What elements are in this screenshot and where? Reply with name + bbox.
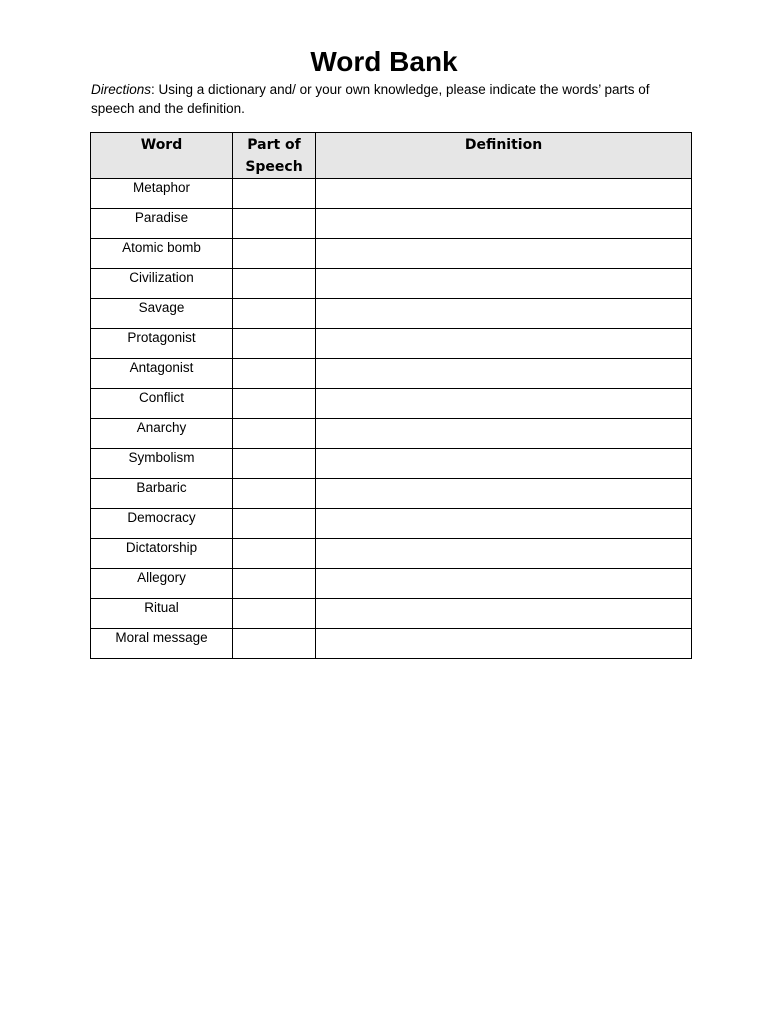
definition-cell[interactable] bbox=[316, 629, 692, 659]
definition-cell[interactable] bbox=[316, 359, 692, 389]
definition-cell[interactable] bbox=[316, 329, 692, 359]
word-cell: Dictatorship bbox=[91, 539, 233, 569]
part-of-speech-cell[interactable] bbox=[233, 179, 316, 209]
word-cell: Barbaric bbox=[91, 479, 233, 509]
definition-cell[interactable] bbox=[316, 179, 692, 209]
definition-cell[interactable] bbox=[316, 539, 692, 569]
definition-cell[interactable] bbox=[316, 389, 692, 419]
table-row bbox=[91, 389, 692, 419]
table-row bbox=[91, 329, 692, 359]
part-of-speech-cell[interactable] bbox=[233, 329, 316, 359]
definition-cell[interactable] bbox=[316, 599, 692, 629]
word-cell: Atomic bomb bbox=[91, 239, 233, 269]
part-of-speech-cell[interactable] bbox=[233, 419, 316, 449]
table-row bbox=[91, 359, 692, 389]
definition-cell[interactable] bbox=[316, 299, 692, 329]
table-row bbox=[91, 179, 692, 209]
word-cell: Savage bbox=[91, 299, 233, 329]
page-title: Word Bank bbox=[310, 46, 458, 77]
word-cell: Democracy bbox=[91, 509, 233, 539]
part-of-speech-cell[interactable] bbox=[233, 359, 316, 389]
word-cell: Conflict bbox=[91, 389, 233, 419]
part-of-speech-cell[interactable] bbox=[233, 629, 316, 659]
definition-cell[interactable] bbox=[316, 419, 692, 449]
definition-cell[interactable] bbox=[316, 269, 692, 299]
table-row bbox=[91, 269, 692, 299]
header-word: Word bbox=[91, 133, 233, 179]
word-cell: Anarchy bbox=[91, 419, 233, 449]
part-of-speech-cell[interactable] bbox=[233, 209, 316, 239]
word-cell: Civilization bbox=[91, 269, 233, 299]
part-of-speech-cell[interactable] bbox=[233, 479, 316, 509]
table-row bbox=[91, 539, 692, 569]
table-row bbox=[91, 509, 692, 539]
table-header-row bbox=[91, 133, 692, 179]
table-row bbox=[91, 209, 692, 239]
table-row bbox=[91, 599, 692, 629]
word-cell: Antagonist bbox=[91, 359, 233, 389]
table-row bbox=[91, 479, 692, 509]
part-of-speech-cell[interactable] bbox=[233, 509, 316, 539]
table-row bbox=[91, 419, 692, 449]
part-of-speech-cell[interactable] bbox=[233, 389, 316, 419]
part-of-speech-cell[interactable] bbox=[233, 239, 316, 269]
definition-cell[interactable] bbox=[316, 239, 692, 269]
definition-cell[interactable] bbox=[316, 569, 692, 599]
word-cell: Symbolism bbox=[91, 449, 233, 479]
part-of-speech-cell[interactable] bbox=[233, 269, 316, 299]
word-cell: Ritual bbox=[91, 599, 233, 629]
directions-body: : Using a dictionary and/ or your own knowledge, please indicate the words’ parts of speech and the definition. bbox=[91, 82, 650, 116]
part-of-speech-cell[interactable] bbox=[233, 569, 316, 599]
part-of-speech-cell[interactable] bbox=[233, 299, 316, 329]
part-of-speech-cell[interactable] bbox=[233, 449, 316, 479]
table-row bbox=[91, 629, 692, 659]
table-row bbox=[91, 569, 692, 599]
definition-cell[interactable] bbox=[316, 209, 692, 239]
header-definition: Definition bbox=[316, 133, 692, 179]
table-body bbox=[91, 179, 692, 659]
word-cell: Allegory bbox=[91, 569, 233, 599]
word-cell: Paradise bbox=[91, 209, 233, 239]
definition-cell[interactable] bbox=[316, 509, 692, 539]
table-row bbox=[91, 449, 692, 479]
word-cell: Moral message bbox=[91, 629, 233, 659]
table-row bbox=[91, 239, 692, 269]
word-cell: Metaphor bbox=[91, 179, 233, 209]
part-of-speech-cell[interactable] bbox=[233, 539, 316, 569]
table-row bbox=[91, 299, 692, 329]
header-part-of-speech: Part of Speech bbox=[233, 133, 316, 179]
definition-cell[interactable] bbox=[316, 449, 692, 479]
word-cell: Protagonist bbox=[91, 329, 233, 359]
word-bank-table bbox=[90, 132, 692, 659]
part-of-speech-cell[interactable] bbox=[233, 599, 316, 629]
directions-label: Directions bbox=[91, 82, 152, 97]
definition-cell[interactable] bbox=[316, 479, 692, 509]
directions-text bbox=[91, 80, 691, 118]
